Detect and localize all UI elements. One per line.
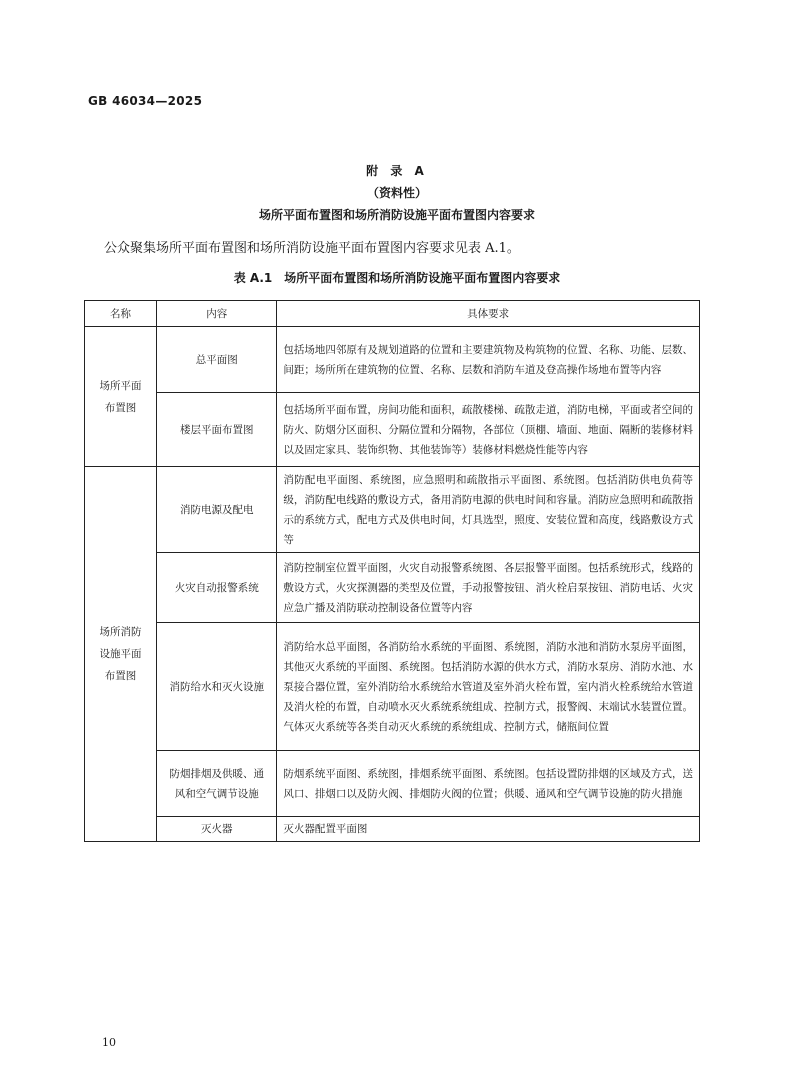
requirement-cell: 防烟系统平面图、系统图，排烟系统平面图、系统图。包括设置防排烟的区域及方式，送风口、排烟口以及防火阀、排烟防火阀的位置；供暖、通风和空气调节设施的防火措施 (277, 751, 700, 817)
table-caption: 表 A.1 场所平面布置图和场所消防设施平面布置图内容要求 (233, 271, 561, 285)
intro-paragraph: 公众聚集场所平面布置图和场所消防设施平面布置图内容要求见表 A.1。 (104, 241, 520, 256)
item-cell: 防烟排烟及供暖、通风和空气调节设施 (157, 751, 277, 817)
item-cell: 消防电源及配电 (157, 467, 277, 553)
item-cell: 灭火器 (157, 817, 277, 842)
table-row (85, 751, 700, 817)
requirement-cell: 灭火器配置平面图 (277, 817, 700, 842)
annex-type: （资料性） (366, 186, 427, 200)
table-row (85, 467, 700, 553)
requirement-cell: 消防给水总平面图，各消防给水系统的平面图、系统图，消防水池和消防水泵房平面图，其他灭火系统的平面图、系统图。包括消防水源的供水方式，消防水泵房、消防水池、水泵接合器位置，室外消防给水系统给水管道及室外消火栓布置，室内消火栓系统给水管道及消火栓的布置，自动喷水灭火系统系统组成、控制方式，报警阀、末端试水装置位置。气体灭火系统等各类自动灭火系统的系统组成、控制方式，储瓶间位置 (277, 623, 700, 751)
item-cell: 消防给水和灭火设施 (157, 623, 277, 751)
requirement-cell: 消防控制室位置平面图，火灾自动报警系统图、各层报警平面图。包括系统形式，线路的敷设方式，火灾探测器的类型及位置，手动报警按钮、消火栓启泵按钮、消防电话、火灾应急广播及消防联动控制设备位置等内容 (277, 553, 700, 623)
annex-heading: 场所平面布置图和场所消防设施平面布置图内容要求 (258, 208, 535, 222)
group-name-cell: 场所消防设施平面布置图 (85, 467, 157, 842)
table-row (85, 553, 700, 623)
group-name-cell: 场所平面布置图 (85, 327, 157, 467)
table-row (85, 327, 700, 393)
header-content: 内容 (157, 301, 277, 327)
annex-title: 附 录 A (366, 164, 428, 178)
requirements-table (84, 300, 700, 842)
table-row (85, 623, 700, 751)
header-requirement: 具体要求 (277, 301, 700, 327)
item-cell: 总平面图 (157, 327, 277, 393)
item-cell: 火灾自动报警系统 (157, 553, 277, 623)
requirement-cell: 消防配电平面图、系统图，应急照明和疏散指示平面图、系统图。包括消防供电负荷等级，消防配电线路的敷设方式，备用消防电源的供电时间和容量。消防应急照明和疏散指示的系统方式，配电方式及供电时间，灯具选型，照度、安装位置和高度，线路敷设方式等 (277, 467, 700, 553)
requirement-cell: 包括场地四邻原有及规划道路的位置和主要建筑物及构筑物的位置、名称、功能、层数、间距；场所所在建筑物的位置、名称、层数和消防车道及登高操作场地布置等内容 (277, 327, 700, 393)
page-number: 10 (102, 1036, 116, 1049)
item-cell: 楼层平面布置图 (157, 393, 277, 467)
table-row (85, 393, 700, 467)
table-header-row (85, 301, 700, 327)
requirement-cell: 包括场所平面布置，房间功能和面积，疏散楼梯、疏散走道，消防电梯，平面或者空间的防火、防烟分区面积、分隔位置和分隔物，各部位（顶棚、墙面、地面、隔断的装修材料以及固定家具、装饰织物、其他装饰等）装修材料燃烧性能等内容 (277, 393, 700, 467)
table-row (85, 817, 700, 842)
header-name: 名称 (85, 301, 157, 327)
standard-number: GB 46034—2025 (88, 94, 203, 108)
